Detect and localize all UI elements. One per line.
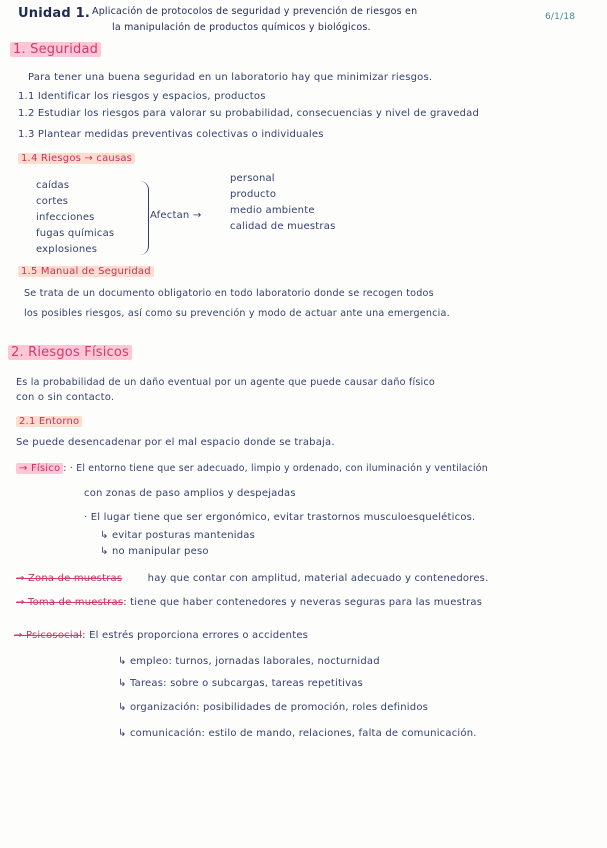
step-1-2: 1.2 Estudiar los riesgos para valorar su probabilidad, consecuencias y nivel de gravedad — [18, 108, 480, 119]
zona-text: hay que contar con amplitud, material adecuado y contenedores. — [147, 573, 489, 584]
section-title-text: 1. Seguridad — [10, 42, 101, 57]
step-1-1: 1.1 Identificar los riesgos y espacios, productos — [18, 91, 266, 102]
afectado-item: medio ambiente — [230, 205, 315, 216]
causa-item: fugas químicas — [36, 228, 115, 239]
toma-label: → Toma de muestras — [16, 597, 124, 608]
toma-row — [16, 597, 482, 608]
psico-label: → Psicosocial — [14, 630, 83, 641]
subtitle-line-1: Aplicación de protocolos de seguridad y prevención de riesgos en — [92, 6, 418, 17]
causa-item: explosiones — [36, 244, 98, 255]
zona-row — [16, 573, 488, 584]
date-label: 6/1/18 — [545, 12, 576, 22]
causa-item: caídas — [36, 180, 70, 191]
riesgos-causas-text: 1.4 Riesgos → causas — [18, 153, 135, 164]
afectado-item: personal — [230, 173, 275, 184]
psico-item: ↳ comunicación: estilo de mando, relaciones, falta de comunicación. — [118, 728, 477, 739]
fisico-row — [16, 463, 488, 474]
fisico-line-3: · El lugar tiene que ser ergonómico, evitar trastornos musculoesqueléticos. — [84, 512, 476, 523]
fisico-line-2: con zonas de paso amplios y despejadas — [84, 488, 296, 499]
afectan-label: Afectan → — [150, 210, 202, 221]
afectado-item: calidad de muestras — [230, 221, 336, 232]
subtitle-line-2: la manipulación de productos químicos y biológicos. — [112, 22, 371, 33]
section-title-seguridad — [10, 42, 101, 57]
psico-text: : El estrés proporciona errores o accidentes — [82, 630, 309, 641]
psico-item: ↳ empleo: turnos, jornadas laborales, nocturnidad — [118, 656, 380, 667]
psico-item: ↳ Tareas: sobre o subcargas, tareas repetitivas — [118, 678, 363, 689]
section-title-riesgos-fisicos — [8, 345, 132, 360]
psico-item: ↳ organización: posibilidades de promoción, roles definidos — [118, 702, 429, 713]
manual-line-1: Se trata de un documento obligatorio en todo laboratorio donde se recogen todos — [24, 288, 434, 299]
toma-text: : tiene que haber contenedores y neveras seguras para las muestras — [123, 597, 483, 608]
causa-item: infecciones — [36, 212, 95, 223]
fisico-label: → Físico — [16, 463, 63, 474]
unit-title: Unidad 1. — [18, 6, 90, 21]
entorno-intro: Se puede desencadenar por el mal espacio donde se trabaja. — [16, 437, 335, 448]
afectado-item: producto — [230, 189, 277, 200]
manual-line-2: los posibles riesgos, así como su prevención y modo de actuar ante una emergencia. — [24, 308, 450, 319]
manual-title — [18, 266, 154, 277]
psico-row — [14, 630, 308, 641]
fisico-line-1: : · El entorno tiene que ser adecuado, limpio y ordenado, con iluminación y ventilación — [63, 463, 488, 474]
manual-title-text: 1.5 Manual de Seguridad — [18, 266, 154, 277]
causa-item: cortes — [36, 196, 69, 207]
zona-label: → Zona de muestras — [16, 573, 123, 584]
riesgos-causas-title — [18, 153, 135, 164]
def-line-2: con o sin contacto. — [16, 392, 115, 403]
fisico-line-5: ↳ no manipular peso — [100, 546, 209, 557]
section-title-text: 2. Riesgos Físicos — [8, 345, 132, 360]
brace-divider — [140, 181, 149, 255]
step-1-3: 1.3 Plantear medidas preventivas colectivas o individuales — [18, 129, 324, 140]
def-line-1: Es la probabilidad de un daño eventual por un agente que puede causar daño físico — [16, 377, 435, 388]
fisico-line-4: ↳ evitar posturas mantenidas — [100, 530, 255, 541]
entorno-title — [16, 416, 82, 427]
seguridad-intro: Para tener una buena seguridad en un laboratorio hay que minimizar riesgos. — [28, 72, 433, 83]
entorno-title-text: 2.1 Entorno — [16, 416, 82, 427]
